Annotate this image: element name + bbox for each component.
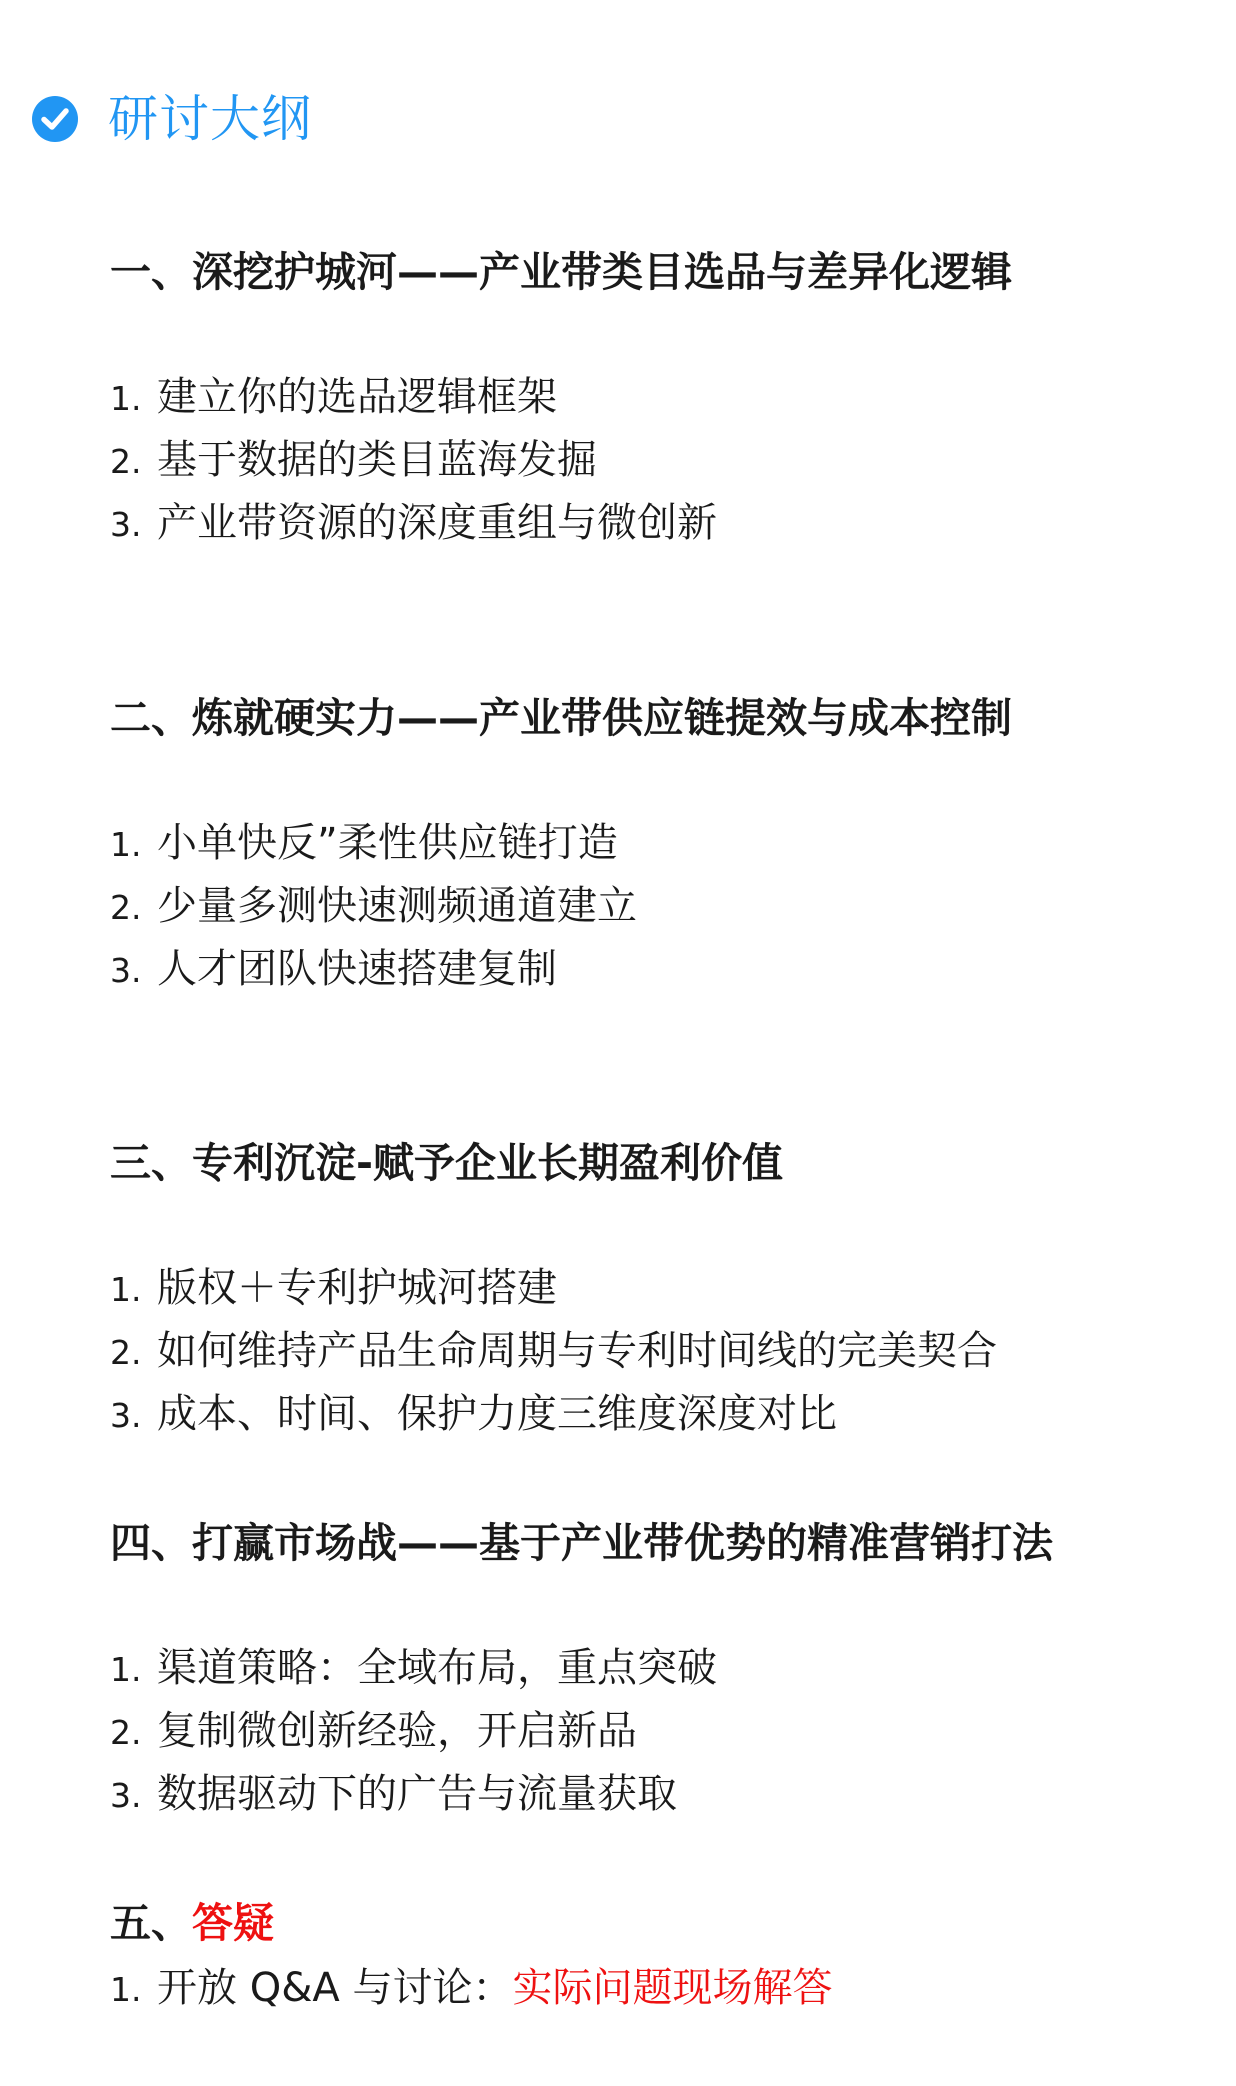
page-title: 研讨大纲 — [108, 90, 312, 148]
list-item — [110, 1637, 1210, 1700]
list-item — [110, 1383, 1210, 1446]
section-title — [110, 1893, 1210, 1953]
list-item — [110, 812, 1210, 875]
section-title: 一、深挖护城河——产业带类目选品与差异化逻辑 — [110, 248, 1012, 296]
list-item — [110, 1957, 1210, 2020]
section-title-highlight: 答疑 — [192, 1899, 274, 1947]
section-title: 二、炼就硬实力——产业带供应链提效与成本控制 — [110, 694, 1012, 742]
section-title: 三、专利沉淀-赋予企业长期盈利价值 — [110, 1139, 784, 1187]
item-text: 少量多测快速测频通道建立 — [157, 883, 637, 929]
item-number: 2. — [110, 1333, 142, 1372]
item-list — [110, 1637, 1210, 1826]
item-text: 数据驱动下的广告与流量获取 — [157, 1771, 677, 1817]
list-item — [110, 492, 1210, 555]
section-title-prefix: 五、 — [110, 1899, 192, 1947]
item-number: 1. — [110, 1650, 142, 1689]
item-highlight-text: 实际问题现场解答 — [512, 1965, 833, 2011]
section-title: 四、打赢市场战——基于产业带优势的精准营销打法 — [110, 1519, 1053, 1567]
list-item — [110, 1320, 1210, 1383]
item-list — [110, 366, 1210, 555]
section-1 — [110, 242, 1210, 555]
item-number: 3. — [110, 1396, 142, 1435]
item-text: 建立你的选品逻辑框架 — [157, 374, 557, 420]
item-text: 复制微创新经验，开启新品 — [157, 1708, 637, 1754]
item-number: 2. — [110, 1713, 142, 1752]
item-number: 3. — [110, 951, 142, 990]
item-list — [110, 812, 1210, 1001]
item-number: 1. — [110, 1970, 142, 2009]
item-number: 2. — [110, 888, 142, 927]
section-3 — [110, 1133, 1210, 1446]
item-number: 3. — [110, 505, 142, 544]
list-item — [110, 366, 1210, 429]
item-list — [110, 1257, 1210, 1446]
item-text: 版权＋专利护城河搭建 — [157, 1265, 557, 1311]
check-circle-icon — [32, 96, 78, 142]
item-number: 1. — [110, 1270, 142, 1309]
list-item — [110, 429, 1210, 492]
list-item — [110, 1763, 1210, 1826]
item-list — [110, 1957, 1210, 2020]
item-number: 3. — [110, 1776, 142, 1815]
item-text: 开放 Q&A 与讨论： — [157, 1965, 513, 2011]
outline-header — [32, 84, 312, 154]
list-item — [110, 1700, 1210, 1763]
item-text: 基于数据的类目蓝海发掘 — [157, 437, 597, 483]
item-number: 1. — [110, 825, 142, 864]
item-text: 渠道策略：全域布局，重点突破 — [157, 1645, 717, 1691]
item-number: 1. — [110, 379, 142, 418]
list-item — [110, 875, 1210, 938]
section-5 — [110, 1893, 1210, 2020]
item-text: 成本、时间、保护力度三维度深度对比 — [157, 1391, 837, 1437]
item-text: 小单快反”柔性供应链打造 — [157, 820, 618, 866]
list-item — [110, 1257, 1210, 1320]
item-text: 如何维持产品生命周期与专利时间线的完美契合 — [157, 1328, 997, 1374]
item-text: 人才团队快速搭建复制 — [157, 946, 557, 992]
item-number: 2. — [110, 442, 142, 481]
list-item — [110, 938, 1210, 1001]
item-text: 产业带资源的深度重组与微创新 — [157, 500, 717, 546]
section-2 — [110, 688, 1210, 1001]
section-4 — [110, 1513, 1210, 1826]
